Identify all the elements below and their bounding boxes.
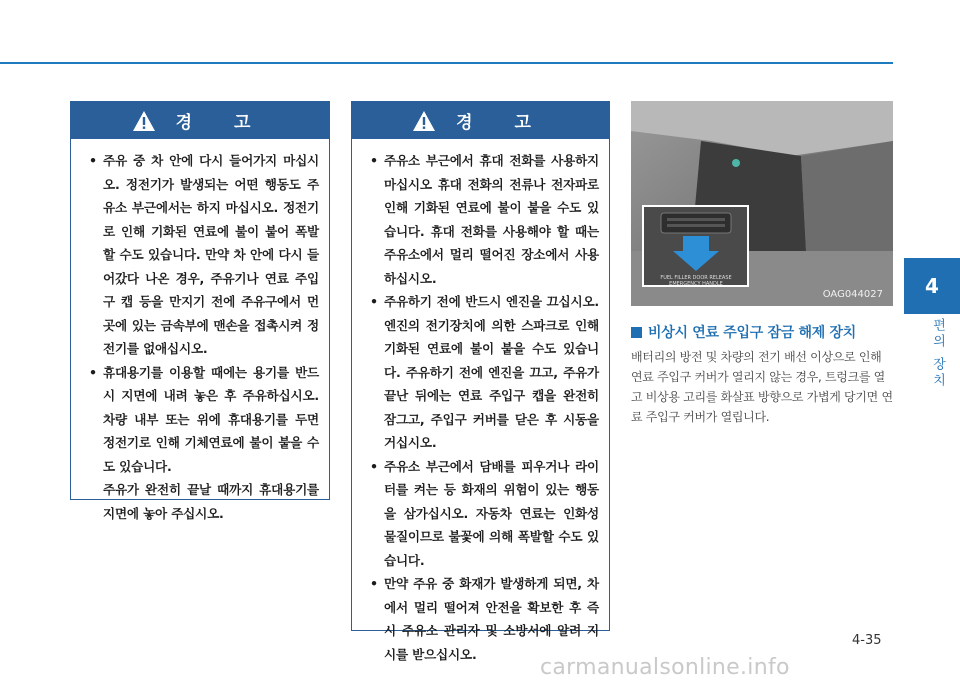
warning-item: • 주유하기 전에 반드시 엔진을 끄십시오. 엔진의 전기장치에 의한 스파크로 인해 기화된 연료에 불이 붙을 수도 있습니다. 주유하기 전에 엔진을 끄고, 주유가 끝난 뒤에는 연료 주입구 캡을 완전히 잠그고, 주입구 커버를 닫은 후 시동을 거십시오.: [362, 290, 599, 455]
warning-header: [71, 102, 329, 139]
section-body: 배터리의 방전 및 차량의 전기 배선 이상으로 인해 연료 주입구 커버가 열리지 않는 경우, 트렁크를 열고 비상용 고리를 화살표 방향으로 가볍게 당기면 연료 주입구 커버가 열립니다.: [631, 350, 893, 424]
warning-list: [71, 139, 329, 525]
warning-triangle-icon: [132, 110, 156, 132]
warning-item: • 휴대용기를 이용할 때에는 용기를 반드시 지면에 내려 놓은 후 주유하십시오. 차량 내부 또는 위에 휴대용기를 두면 정전기로 인해 기체연료에 불이 붙을 수도 있습니다.: [81, 361, 319, 479]
page-number: 4-35: [852, 633, 882, 648]
handle-label-line1: FUEL FILLER DOOR RELEASE: [660, 275, 732, 281]
trunk-photo: [631, 101, 893, 306]
warning-title: 경 고: [456, 113, 549, 133]
section-title-text: 비상시 연료 주입구 잠금 해제 장치: [648, 325, 857, 341]
warning-item: • 주유 중 차 안에 다시 들어가지 마십시오. 정전기가 발생되는 어떤 행동도 주유소 부근에서는 하지 마십시오. 정전기로 인해 기화된 연료에 불이 붙어 폭발할 수도 있습니다. 만약 차 안에 다시 들어갔다 나온 경우, 주유기나 연료 주입구 캡 등을 만지기 전에 주유구에서 먼 곳에 있는 금속부에 맨손을 접촉시켜 정전기를 없애십시오.: [81, 149, 319, 361]
warning-item: • 주유소 부근에서 담배를 피우거나 라이터를 켜는 등 화재의 위험이 있는 행동을 삼가십시오. 자동차 연료는 인화성 물질이므로 불꽃에 의해 폭발할 수도 있습니다.: [362, 455, 599, 573]
trunk-illustration: [631, 101, 893, 306]
warning-box-1: [70, 101, 330, 521]
warning-triangle-icon: [412, 110, 436, 132]
chapter-tab: 4: [904, 258, 960, 314]
warning-item: • 만약 주유 중 화재가 발생하게 되면, 차에서 멀리 떨어져 안전을 확보한 후 즉시 주유소 관리자 및 소방서에 알려 지시를 받으십시오.: [362, 572, 599, 666]
watermark: carmanualsonline.info: [540, 655, 790, 680]
photo-code: OAG044027: [822, 289, 883, 300]
warning-box-2: [351, 101, 610, 662]
warning-header: [352, 102, 609, 139]
square-bullet-icon: [631, 327, 642, 338]
section-title: [631, 322, 856, 342]
handle-label-line2: EMERGENCY HANDLE: [669, 281, 723, 287]
chapter-label: 편의 장치: [930, 318, 945, 390]
warning-list: [352, 139, 609, 666]
top-rule: [0, 62, 893, 64]
warning-title: 경 고: [175, 113, 269, 133]
warning-item-continued: 주유가 완전히 끝날 때까지 휴대용기를 지면에 놓아 주십시오.: [103, 482, 319, 521]
warning-item: • 주유소 부근에서 휴대 전화를 사용하지 마십시오 휴대 전화의 전류나 전자파로 인해 기화된 연료에 불이 붙을 수도 있습니다. 휴대 전화를 사용해야 할 때는 주유소에서 멀리 떨어진 장소에서 사용하십시오.: [362, 149, 599, 290]
